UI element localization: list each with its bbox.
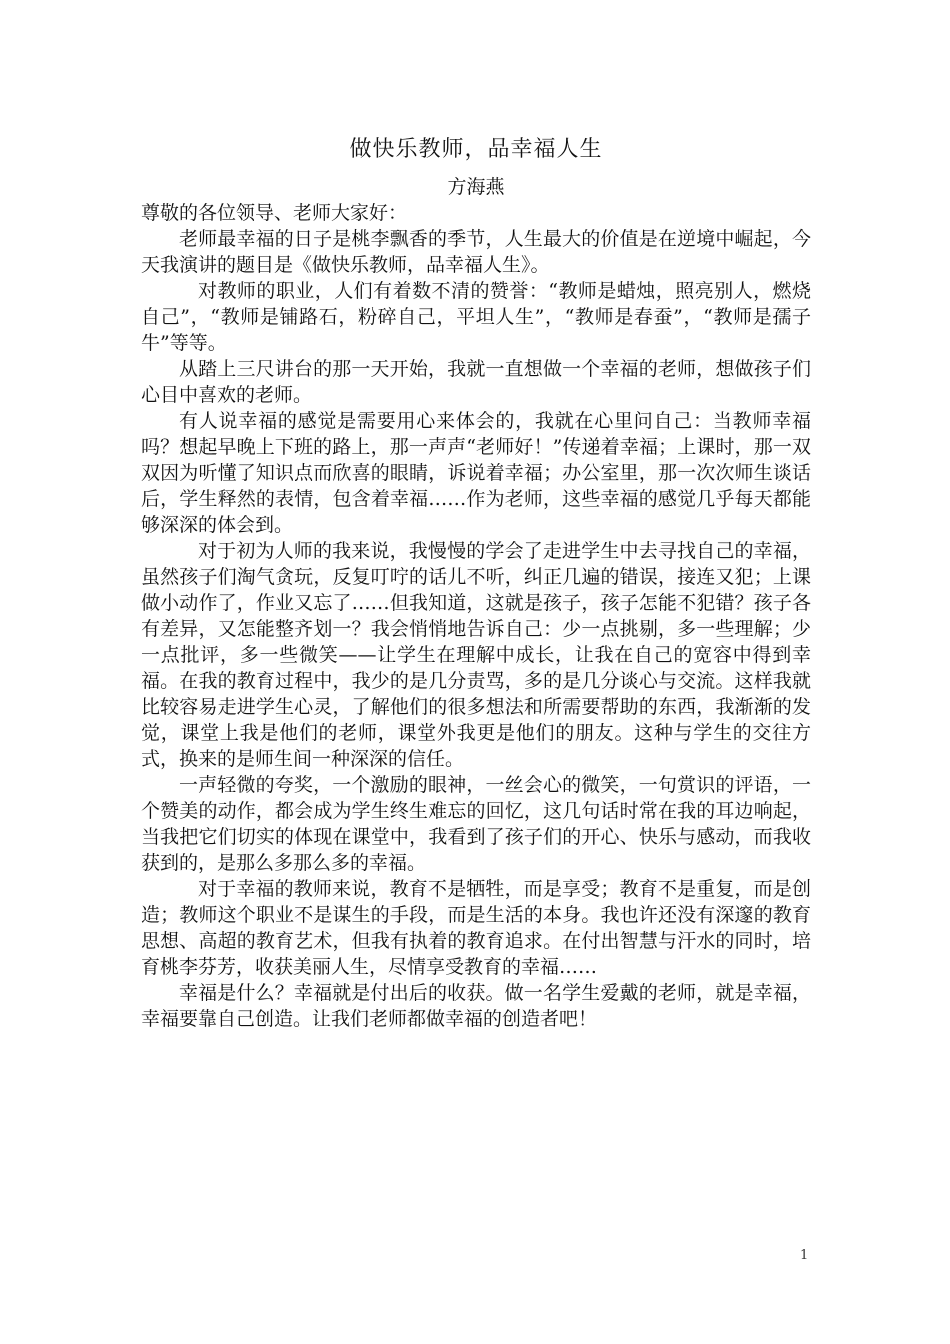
author-name: 方海燕 bbox=[447, 176, 505, 198]
paragraph-5: 对于初为人师的我来说，我慢慢的学会了走进学生中去寻找自己的幸福，虽然孩子们淘气贪玩，反复叮咛的话儿不听，纠正几遍的错误，接连又犯；上课做小动作了，作业又忘了……但我知道，这就是孩子，孩子怎能不犯错？孩子各有差异，又怎能整齐划一？我会悄悄地告诉自己：少一点挑剔，多一些理解；少一点批评，多一些微笑——让学生在理解中成长，让我在自己的宽容中得到幸福。在我的教育过程中，我少的是几分责骂，多的是几分谈心与交流。这样我就比较容易走进学生心灵，了解他们的很多想法和所需要帮助的东西，我渐渐的发觉，课堂上我是他们的老师，课堂外我更是他们的朋友。这种与学生的交往方式，换来的是师生间一种深深的信任。 bbox=[141, 540, 811, 770]
paragraph-1: 老师最幸福的日子是桃李飘香的季节，人生最大的价值是在逆境中崛起，今天我演讲的题目是《做快乐教师，品幸福人生》。 bbox=[141, 228, 811, 276]
greeting: 尊敬的各位领导、老师大家好： bbox=[141, 202, 408, 224]
paragraph-6: 一声轻微的夸奖，一个激励的眼神，一丝会心的微笑，一句赏识的评语，一个赞美的动作，都会成为学生终生难忘的回忆，这几句话时常在我的耳边响起，当我把它们切实的体现在课堂中，我看到了孩子们的开心、快乐与感动，而我收获到的，是那么多那么多的幸福。 bbox=[141, 774, 811, 874]
paragraph-2: 对教师的职业，人们有着数不清的赞誉：“教师是蜡烛，照亮别人，燃烧自己”，“教师是铺路石，粉碎自己，平坦人生”，“教师是春蚕”，“教师是孺子牛”等等。 bbox=[141, 280, 811, 354]
page-number: 1 bbox=[800, 1248, 809, 1263]
paragraph-3: 从踏上三尺讲台的那一天开始，我就一直想做一个幸福的老师，想做孩子们心目中喜欢的老师。 bbox=[141, 358, 811, 406]
document-body bbox=[141, 200, 811, 1032]
paragraph-8: 幸福是什么？幸福就是付出后的收获。做一名学生爱戴的老师，就是幸福，幸福要靠自己创造。让我们老师都做幸福的创造者吧！ bbox=[141, 982, 811, 1030]
paragraph-7: 对于幸福的教师来说，教育不是牺牲，而是享受；教育不是重复，而是创造；教师这个职业不是谋生的手段，而是生活的本身。我也许还没有深邃的教育思想、高超的教育艺术，但我有执着的教育追求。在付出智慧与汗水的同时，培育桃李芬芳，收获美丽人生，尽情享受教育的幸福…… bbox=[141, 878, 811, 978]
document-title: 做快乐教师，品幸福人生 bbox=[349, 137, 603, 162]
paragraph-4: 有人说幸福的感觉是需要用心来体会的，我就在心里问自己：当教师幸福吗？想起早晚上下班的路上，那一声声“老师好！”传递着幸福；上课时，那一双双因为听懂了知识点而欣喜的眼睛，诉说着幸福；办公室里，那一次次师生谈话后，学生释然的表情，包含着幸福……作为老师，这些幸福的感觉几乎每天都能够深深的体会到。 bbox=[141, 410, 811, 536]
